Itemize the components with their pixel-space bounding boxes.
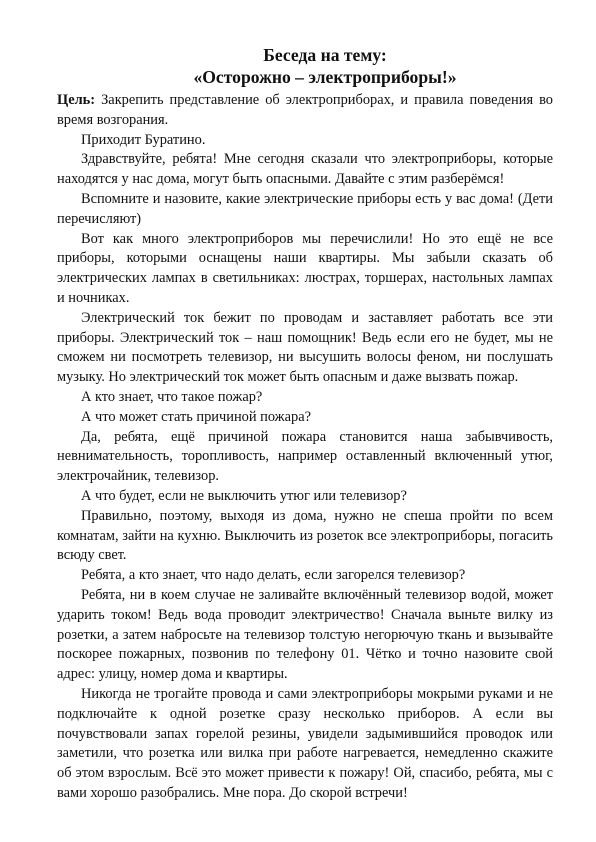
paragraph-11: Ребята, а кто знает, что надо делать, если загорелся телевизор? <box>81 567 466 584</box>
paragraph-4: Вот как много электроприборов мы перечислили! Но это ещё не все приборы, которыми оснащены наши квартиры. Мы забыли сказать об электрических лампах в светильниках: люстрах, торшерах, настольных лампах и ночниках. <box>57 230 553 306</box>
paragraph-13: Никогда не трогайте провода и сами электроприборы мокрыми руками и не подключайте к одной розетке сразу несколько приборов. А если вы почувствовали запах горелой резины, увидели задымившийся проводок или заметили, что розетка или вилка при работе нагревается, немедленно скажите об этом взрослым. Всё это может привести к пожару! Ой, спасибо, ребята, мы с вами хорошо разобрались. Мне пора. До скорой встречи! <box>57 685 553 801</box>
paragraph-6: А кто знает, что такое пожар? <box>81 388 263 405</box>
paragraph-7: А что может стать причиной пожара? <box>81 408 311 425</box>
paragraph-8: Да, ребята, ещё причиной пожара становится наша забывчивость, невнимательность, торопливость, например оставленный включенный утюг, электрочайник, телевизор. <box>57 428 553 485</box>
paragraph-9: А что будет, если не выключить утюг или телевизор? <box>81 487 407 504</box>
paragraph-12: Ребята, ни в коем случае не заливайте включённый телевизор водой, может ударить током! Ведь вода проводит электричество! Сначала выньте вилку из розетки, а затем набросьте на телевизор толстую негорючую ткань и вызывайте поскорее пожарных, позвонив по телефону 01. Чётко и точно назовите свой адрес: улицу, номер дома и квартиры. <box>57 586 553 683</box>
goal-paragraph <box>57 91 553 131</box>
paragraph-3: Вспомните и назовите, какие электрические приборы есть у вас дома! (Дети перечисляют) <box>57 190 553 227</box>
goal-label: Цель: <box>57 92 96 108</box>
document-title <box>57 44 553 88</box>
paragraph-1: Приходит Буратино. <box>81 131 206 148</box>
paragraph-10: Правильно, поэтому, выходя из дома, нужно не спеша пройти по всем комнатам, зайти на кухню. Выключить из розеток все электроприборы, погасить всюду свет. <box>57 507 553 564</box>
paragraph-2: Здравствуйте, ребята! Мне сегодня сказали что электроприборы, которые находятся у нас дома, могут быть опасными. Давайте с этим разберёмся! <box>57 151 553 188</box>
paragraph-5: Электрический ток бежит по проводам и заставляет работать все эти приборы. Электрический ток – наш помощник! Ведь если его не будет, мы не сможем ни посмотреть телевизор, ни высушить волосы феном, ни послушать музыку. Но электрический ток может быть опасным и даже вызвать пожар. <box>57 309 553 386</box>
goal-text: Закрепить представление об электроприборах, и правила поведения во время возгорания. <box>57 92 553 128</box>
title-line-2: «Осторожно – электроприборы!» <box>193 67 457 87</box>
document-page <box>57 44 553 804</box>
title-line-1: Беседа на тему: <box>263 45 387 65</box>
